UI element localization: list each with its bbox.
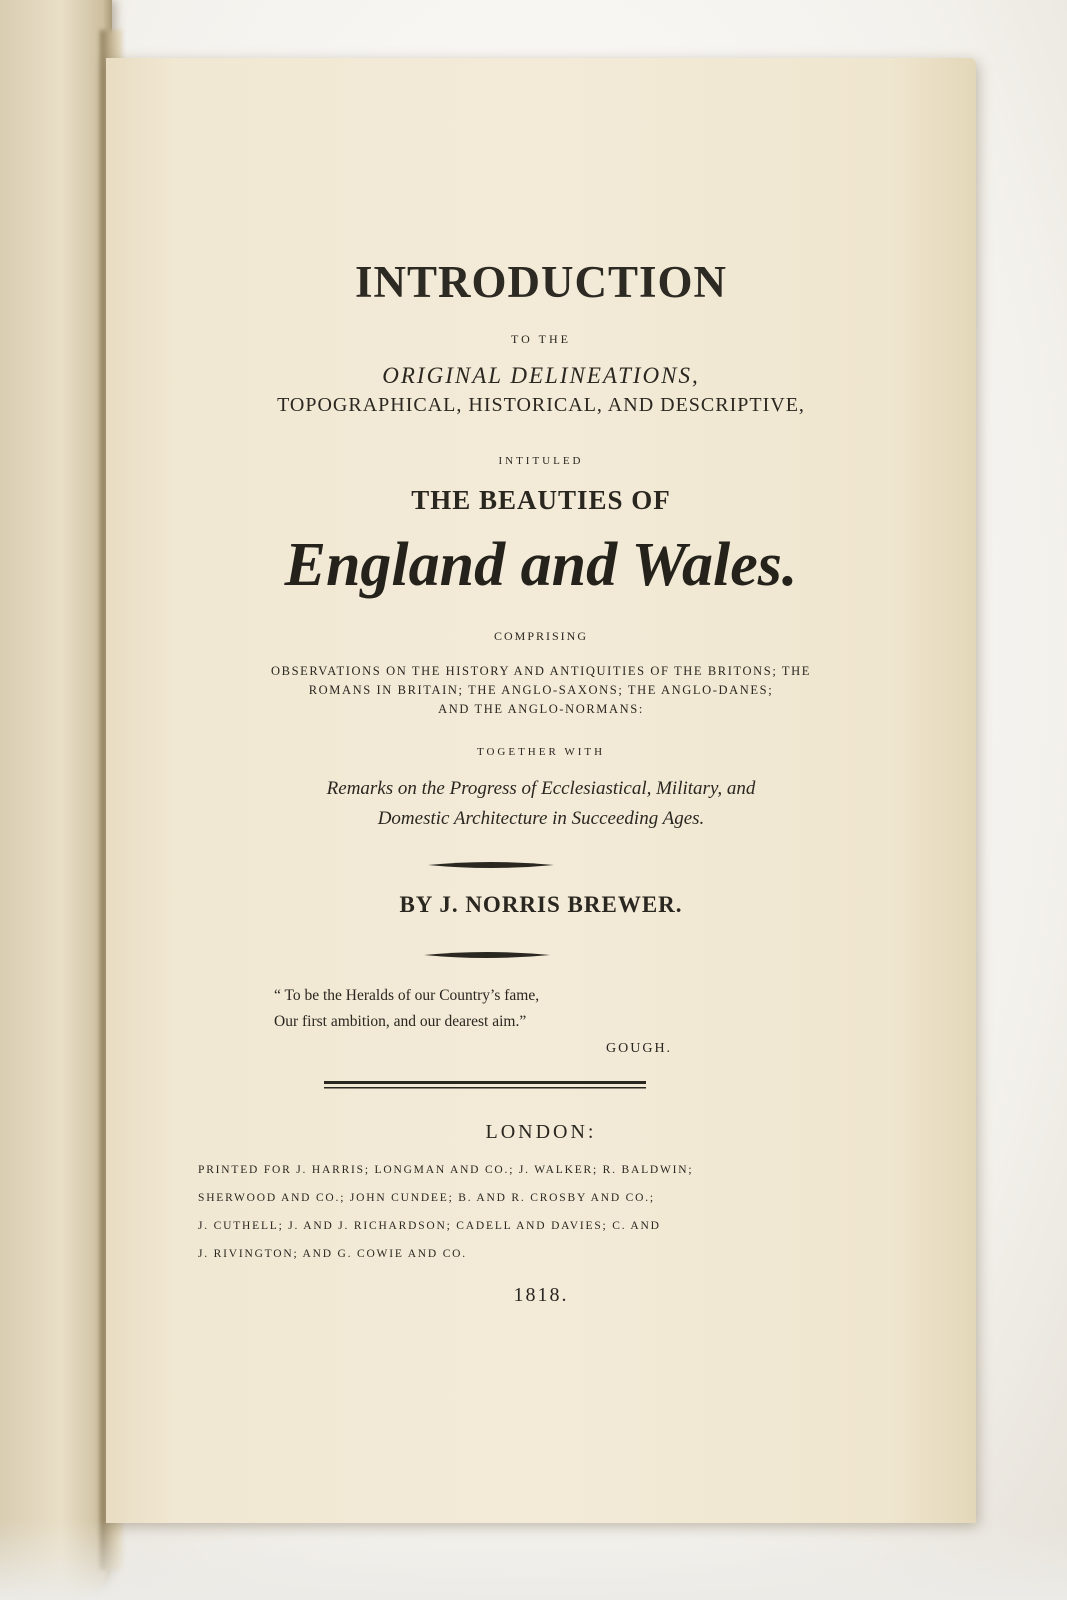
intituled-line: INTITULED bbox=[498, 455, 584, 467]
comprising-line: COMPRISING bbox=[493, 629, 588, 643]
printed-for-line: J. RIVINGTON; AND G. COWIE AND CO. bbox=[198, 1248, 467, 1260]
remarks-line: Remarks on the Progress of Ecclesiastical, Military, and bbox=[326, 778, 756, 799]
main-title: INTRODUCTION bbox=[354, 257, 728, 307]
ornamental-rule bbox=[428, 860, 554, 870]
printed-for-line: PRINTED FOR J. HARRIS; LONGMAN AND CO.; J. WALKER; R. BALDWIN; bbox=[198, 1164, 694, 1176]
epigraph-line: “ To be the Heralds of our Country’s fame, bbox=[274, 987, 540, 1004]
epigraph bbox=[274, 983, 694, 1035]
printed-for-block bbox=[198, 1156, 778, 1268]
epigraph-line: Our first ambition, and our dearest aim.” bbox=[274, 1013, 527, 1030]
together-with-line: TOGETHER WITH bbox=[476, 746, 606, 758]
to-the-line: TO THE bbox=[511, 332, 571, 346]
imprint-city: LONDON: bbox=[485, 1121, 597, 1143]
title-page bbox=[106, 58, 976, 1523]
observations-line: OBSERVATIONS ON THE HISTORY AND ANTIQUITIES OF THE BRITONS; THE bbox=[271, 664, 811, 678]
observations-line: ROMANS IN BRITAIN; THE ANGLO-SAXONS; THE ANGLO-DANES; bbox=[308, 683, 774, 697]
england-and-wales-heading: England and Wales. bbox=[284, 531, 798, 599]
facing-page-edge bbox=[0, 0, 112, 1600]
epigraph-attribution: GOUGH. bbox=[606, 1041, 673, 1056]
author-line: BY J. NORRIS BREWER. bbox=[399, 892, 683, 917]
beauties-line: THE BEAUTIES OF bbox=[411, 485, 671, 515]
double-rule bbox=[324, 1080, 646, 1092]
observations-line: AND THE ANGLO-NORMANS: bbox=[438, 702, 644, 716]
printed-for-line: J. CUTHELL; J. AND J. RICHARDSON; CADELL AND DAVIES; C. AND bbox=[198, 1220, 661, 1232]
ornamental-rule bbox=[424, 950, 550, 960]
printed-for-line: SHERWOOD AND CO.; JOHN CUNDEE; B. AND R. CROSBY AND CO.; bbox=[198, 1192, 655, 1204]
remarks-block bbox=[106, 774, 976, 834]
publication-year: 1818. bbox=[513, 1284, 569, 1306]
original-delineations-line: ORIGINAL DELINEATIONS, bbox=[382, 363, 700, 388]
observations-block bbox=[106, 662, 976, 719]
table-surface bbox=[0, 1520, 1067, 1600]
remarks-line: Domestic Architecture in Succeeding Ages. bbox=[377, 808, 705, 829]
subtitle-line: TOPOGRAPHICAL, HISTORICAL, AND DESCRIPTIVE, bbox=[277, 394, 805, 416]
